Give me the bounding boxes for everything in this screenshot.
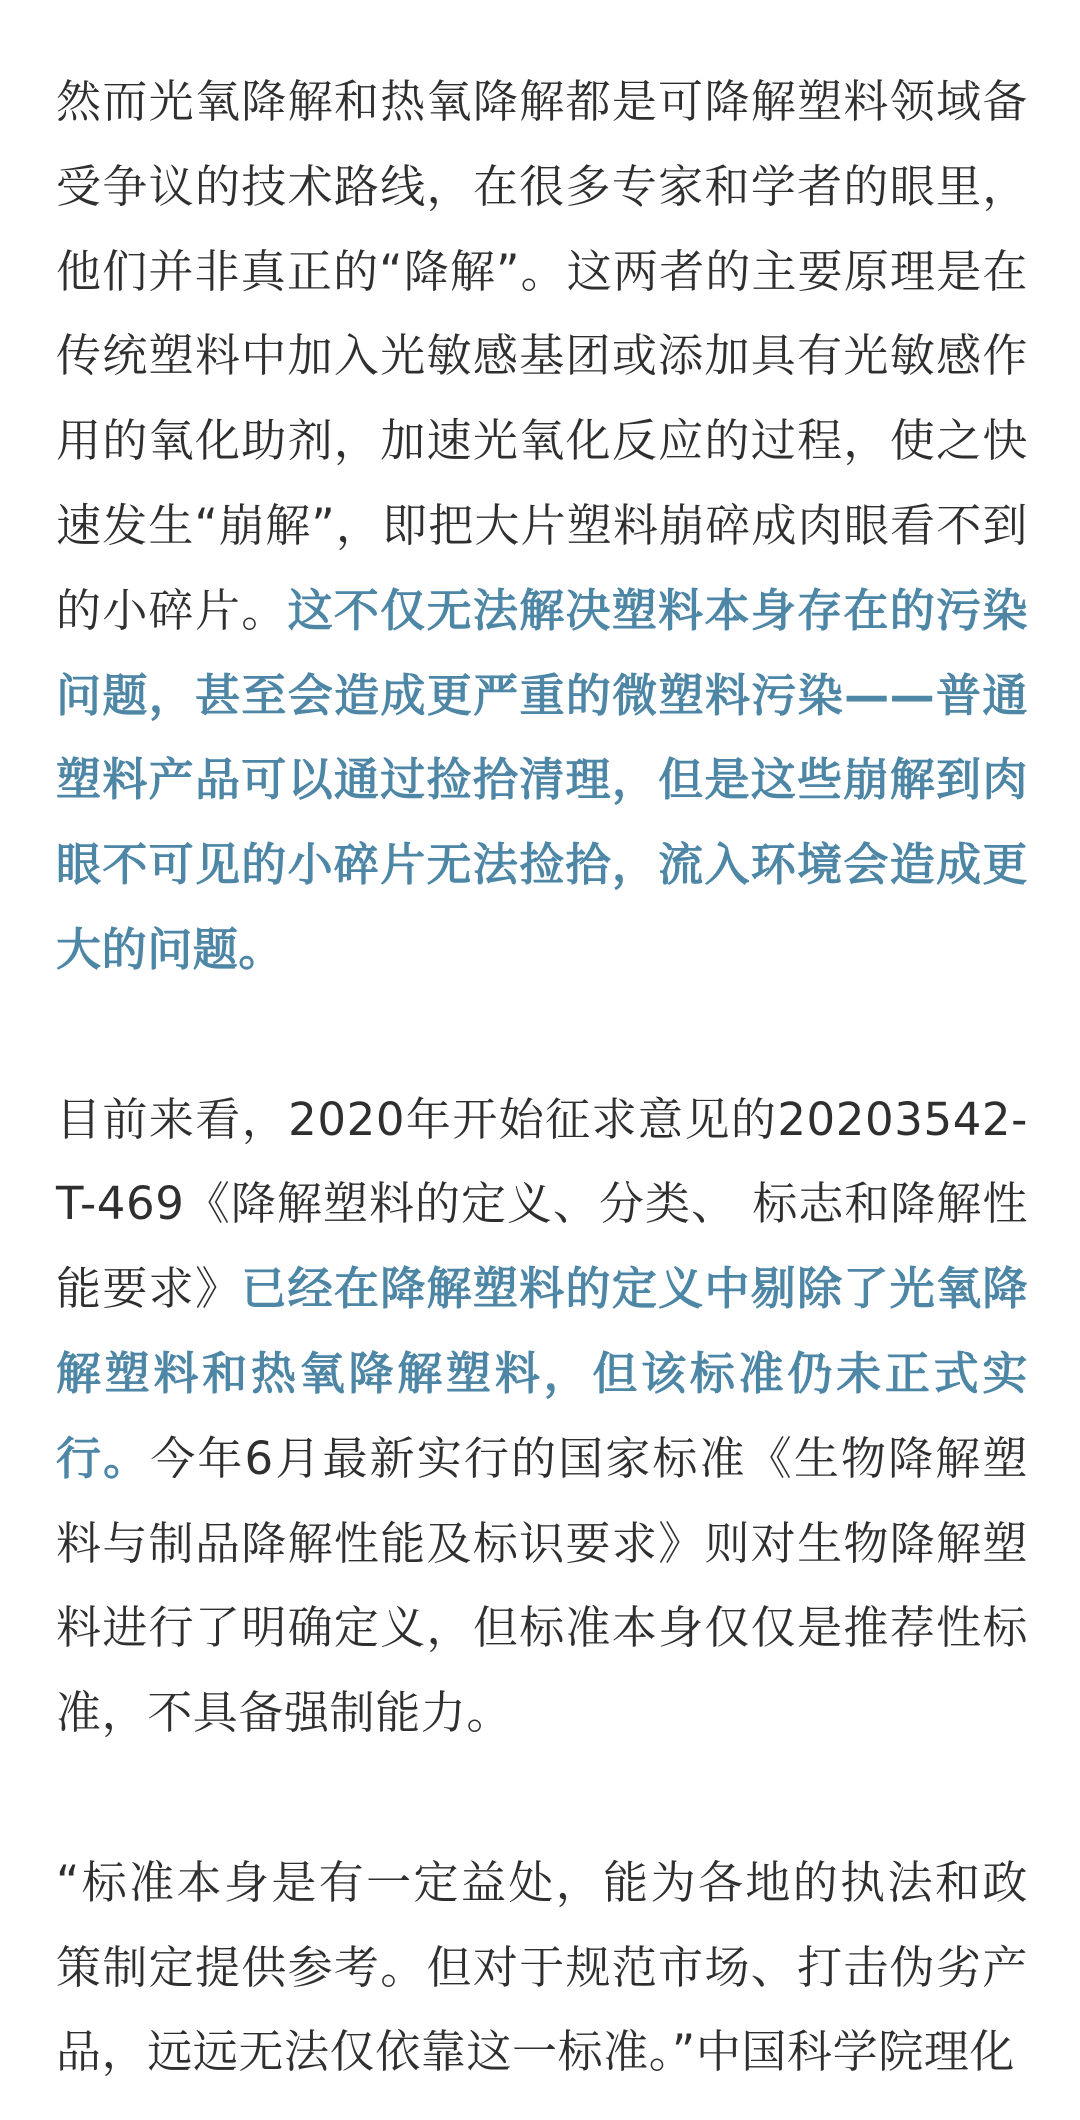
paragraph-3-text: “标准本身是有一定益处，能为各地的执法和政策制定提供参考。但对于规范市场、打击伪劣产品，远远无法仅依靠这一标准。”中国科学院理化 [56,1855,1028,2079]
paragraph-1-text: 然而光氧降解和热氧降解都是可降解塑料领域备受争议的技术路线，在很多专家和学者的眼里，他们并非真正的“降解”。这两者的主要原理是在传统塑料中加入光敏感基团或添加具有光敏感作用的氧化助剂，加速光氧化反应的过程，使之快速发生“崩解”，即把大片塑料崩碎成肉眼看不到的小碎片。 [56,75,1028,637]
article-body [56,60,1028,2095]
paragraph-1 [56,60,1028,993]
paragraph-2-highlight: 已经在降解塑料的定义中剔除了光氧降解塑料和热氧降解塑料，但该标准仍未正式实行。 [56,1262,1028,1485]
paragraph-3 [56,1841,1028,2095]
paragraph-2-text-tail: 今年6月最新实行的国家标准《生物降解塑料与制品降解性能及标识要求》则对生物降解塑料进行了明确定义，但标准本身仅仅是推荐性标准，不具备强制能力。 [56,1431,1028,1740]
paragraph-spacer [56,993,1028,1078]
paragraph-2 [56,1078,1028,1756]
paragraph-1-highlight: 这不仅无法解决塑料本身存在的污染问题，甚至会造成更严重的微塑料污染——普通塑料产品可以通过捡拾清理，但是这些崩解到肉眼不可见的小碎片无法捡拾，流入环境会造成更大的问题。 [56,583,1028,976]
paragraph-2-text-lead: 目前来看，2020年开始征求意见的20203542-T-469《降解塑料的定义、分类、 标志和降解性能要求》 [56,1092,1028,1316]
paragraph-spacer [56,1756,1028,1841]
